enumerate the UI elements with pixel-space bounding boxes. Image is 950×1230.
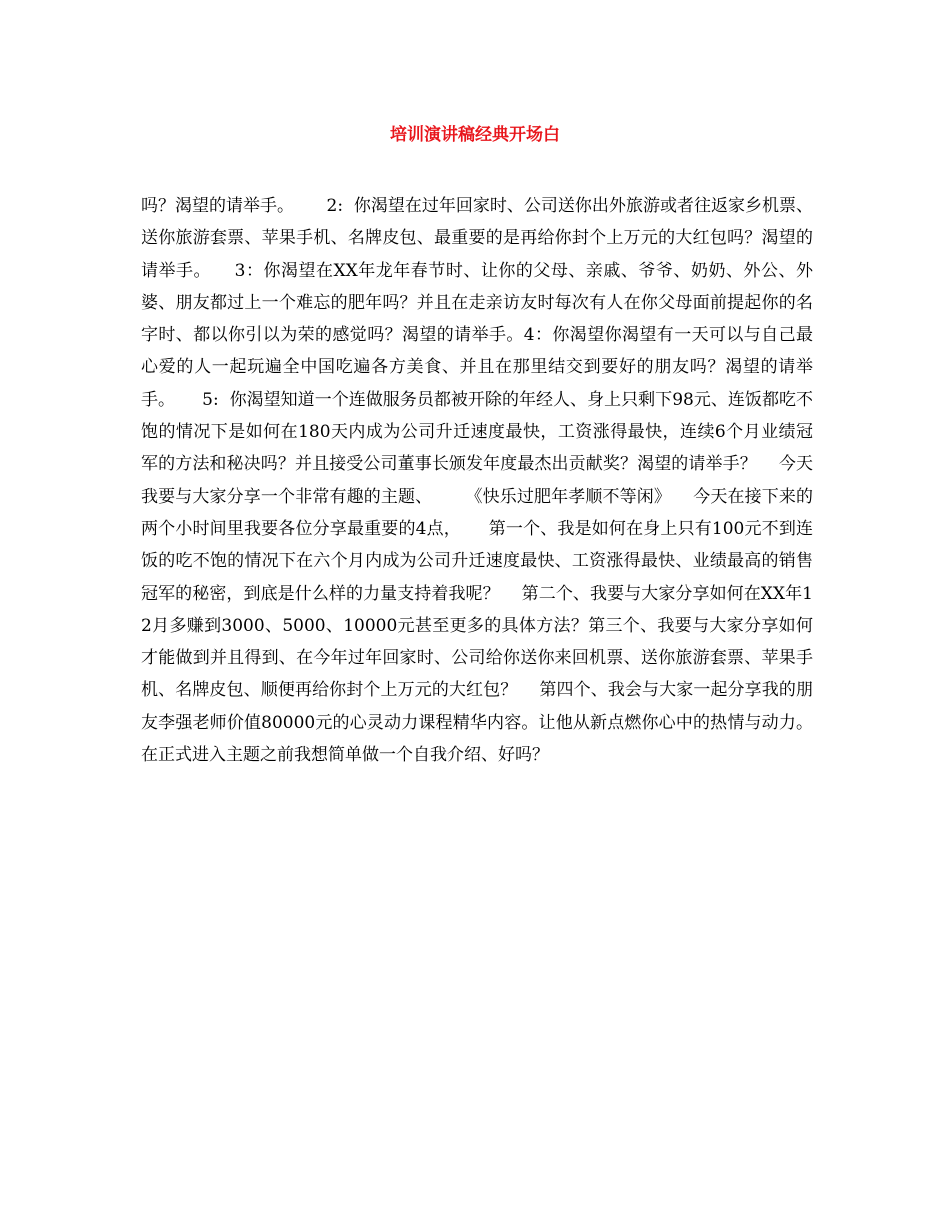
document-body: 吗？渴望的请举手。 2: 你渴望在过年回家时、公司送你出外旅游或者往返家乡机票、送你旅游套票、苹果手机、名牌皮包、最重要的是再给你封个上万元的大红包吗？渴望的请举手。 3：你渴望在XX年龙年春节时、让你的父母、亲戚、爷爷、奶奶、外公、外婆、朋友都过上一个难忘的肥年吗？并且在走亲访友时每次有人在你父母面前提起你的名字时、都以你引以为荣的感觉吗？渴望的请举手。4：你渴望你渴望有一天可以与自己最心爱的人一起玩遍全中国吃遍各方美食、并且在那里结交到要好的朋友吗？渴望的请举手。 5: 你渴望知道一个连做服务员都被开除的年经人、身上只剩下98元、连饭都吃不饱的情况下是如何在180天内成为公司升迁速度最快，工资涨得最快，连续6个月业绩冠军的方法和秘决吗？并且接受公司董事长颁发年度最杰出贡献奖？渴望的请举手？ 今天我要与大家分享一个非常有趣的主题、 《快乐过肥年孝顺不等闲》 今天在接下来的两个小时间里我要各位分享最重要的4点， 第一个、我是如何在身上只有100元不到连饭的吃不饱的情况下在六个月内成为公司升迁速度最快、工资涨得最快、业绩最高的销售冠军的秘密，到底是什么样的力量支持着我呢？ 第二个、我要与大家分享如何在XX年12月多赚到3000、5000、10000元甚至更多的具体方法？第三个、我要与大家分享如何才能做到并且得到、在今年过年回家时、公司给你送你来回机票、送你旅游套票、苹果手机、名牌皮包、顺便再给你封个上万元的大红包？ 第四个、我会与大家一起分享我的朋友李强老师价值80000元的心灵动力课程精华内容。让他从新点燃你心中的热情与动力。 在正式进入主题之前我想简单做一个自我介绍、好吗？ — [141, 196, 841, 766]
document-title: 培训演讲稿经典开场白 — [390, 125, 560, 145]
